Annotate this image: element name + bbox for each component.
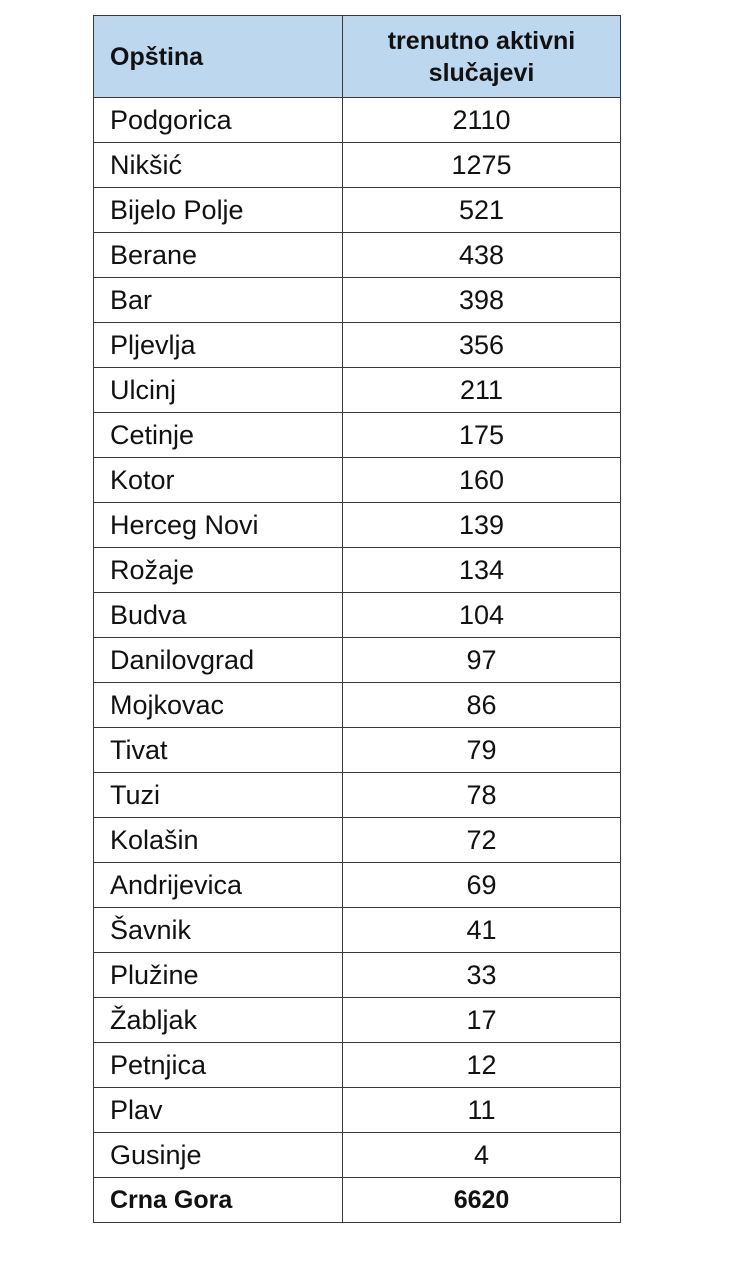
total-row [94,1178,621,1223]
table-row [94,368,621,413]
table-row [94,503,621,548]
active-cases-cell: 438 [343,233,621,278]
municipality-cell: Bijelo Polje [94,188,343,233]
table-row [94,233,621,278]
municipality-cell: Kolašin [94,818,343,863]
active-cases-cell: 17 [343,998,621,1043]
municipality-cell: Danilovgrad [94,638,343,683]
municipality-cell: Petnjica [94,1043,343,1088]
table-row [94,953,621,998]
active-cases-cell: 79 [343,728,621,773]
table-row [94,548,621,593]
active-cases-cell: 356 [343,323,621,368]
active-cases-cell: 12 [343,1043,621,1088]
table-header [94,16,621,98]
active-cases-cell: 1275 [343,143,621,188]
active-cases-cell: 86 [343,683,621,728]
table-row [94,1043,621,1088]
municipality-cell: Herceg Novi [94,503,343,548]
municipality-cell: Tivat [94,728,343,773]
table-row [94,98,621,143]
header-row [94,16,621,98]
header-active-cases: trenutno aktivni slučajevi [343,16,621,98]
active-cases-cell: 4 [343,1133,621,1178]
table-row [94,1133,621,1178]
table-row [94,638,621,683]
active-cases-cell: 211 [343,368,621,413]
active-cases-cell: 11 [343,1088,621,1133]
municipality-cell: Mojkovac [94,683,343,728]
municipality-cell: Budva [94,593,343,638]
municipality-cell: Cetinje [94,413,343,458]
table-body [94,98,621,1178]
active-cases-cell: 104 [343,593,621,638]
municipality-cell: Podgorica [94,98,343,143]
active-cases-cell: 41 [343,908,621,953]
table-row [94,683,621,728]
active-cases-cell: 175 [343,413,621,458]
total-count: 6620 [343,1178,621,1223]
municipality-cell: Tuzi [94,773,343,818]
active-cases-cell: 398 [343,278,621,323]
active-cases-cell: 72 [343,818,621,863]
table-row [94,458,621,503]
municipality-cell: Žabljak [94,998,343,1043]
municipality-cell: Kotor [94,458,343,503]
table-footer [94,1178,621,1223]
municipality-cell: Rožaje [94,548,343,593]
table-row [94,1088,621,1133]
table-row [94,728,621,773]
active-cases-cell: 2110 [343,98,621,143]
municipality-cell: Berane [94,233,343,278]
total-label: Crna Gora [94,1178,343,1223]
active-cases-cell: 97 [343,638,621,683]
active-cases-cell: 134 [343,548,621,593]
municipality-cell: Plužine [94,953,343,998]
municipality-cell: Ulcinj [94,368,343,413]
active-cases-cell: 78 [343,773,621,818]
municipality-cell: Šavnik [94,908,343,953]
municipality-cell: Gusinje [94,1133,343,1178]
active-cases-cell: 33 [343,953,621,998]
table-row [94,278,621,323]
table-row [94,863,621,908]
table-row [94,773,621,818]
municipality-cell: Nikšić [94,143,343,188]
active-cases-table [93,15,621,1223]
municipality-cell: Bar [94,278,343,323]
table-row [94,593,621,638]
table-row [94,818,621,863]
active-cases-cell: 139 [343,503,621,548]
table-row [94,908,621,953]
active-cases-cell: 521 [343,188,621,233]
table-row [94,143,621,188]
active-cases-cell: 160 [343,458,621,503]
active-cases-cell: 69 [343,863,621,908]
municipality-cell: Andrijevica [94,863,343,908]
table-row [94,998,621,1043]
table-row [94,188,621,233]
header-municipality: Opština [94,16,343,98]
municipality-cell: Plav [94,1088,343,1133]
table-row [94,323,621,368]
municipality-cell: Pljevlja [94,323,343,368]
table-row [94,413,621,458]
